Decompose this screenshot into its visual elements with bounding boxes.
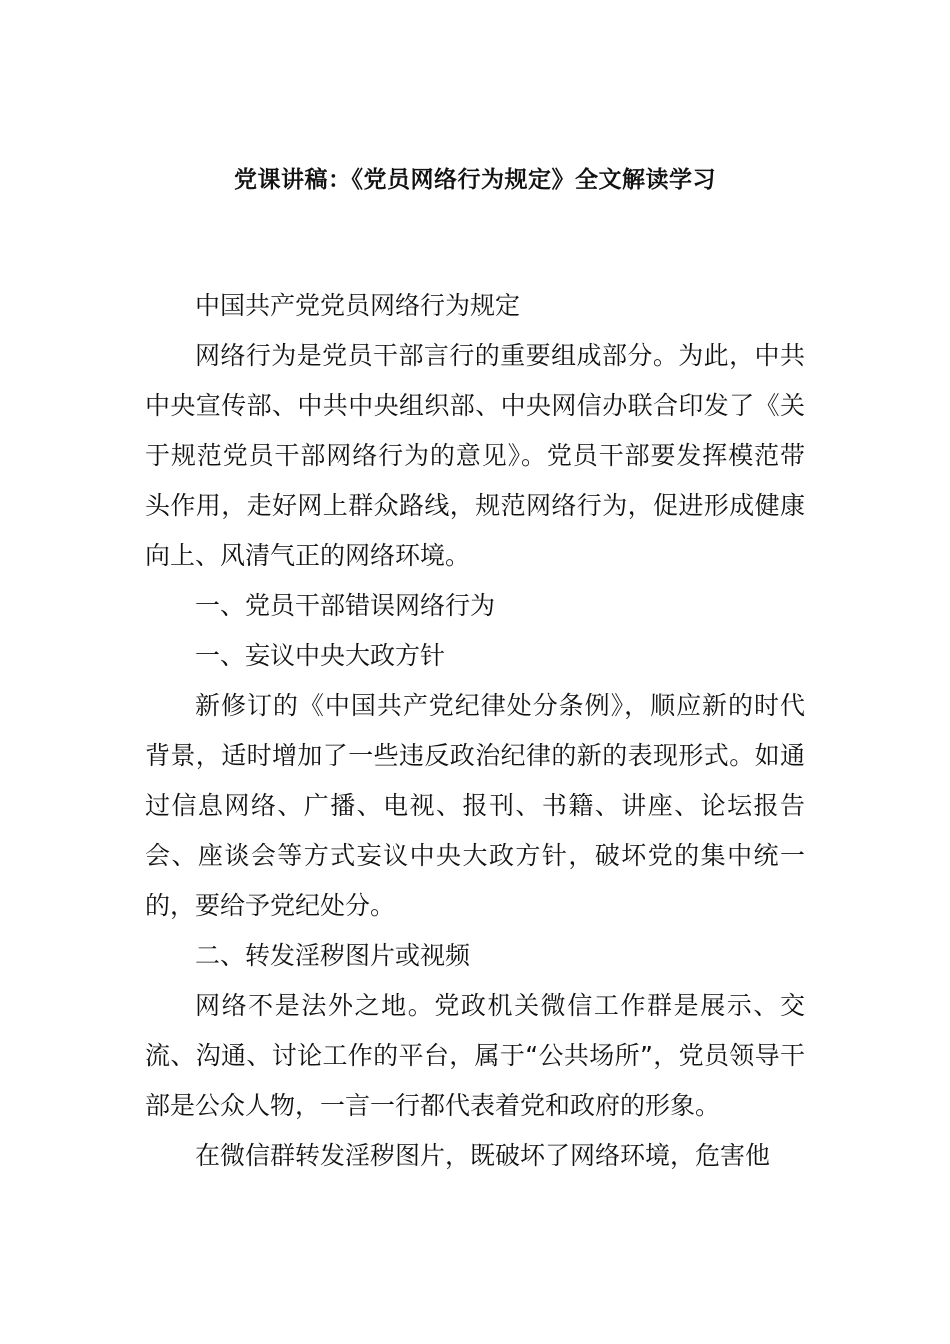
paragraph-network: 网络不是法外之地。党政机关微信工作群是展示、交流、沟通、讨论工作的平台，属于“公共场所”，党员领导干部是公众人物，一言一行都代表着党和政府的形象。: [145, 991, 805, 1120]
document-body: [145, 281, 805, 1181]
paragraph-subtitle: 中国共产党党员网络行为规定: [195, 291, 521, 320]
subsection-heading-2: 二、转发淫秽图片或视频: [195, 941, 471, 970]
section-heading: 一、党员干部错误网络行为: [195, 591, 496, 620]
paragraph-discipline: 新修订的《中国共产党纪律处分条例》，顺应新的时代背景，适时增加了一些违反政治纪律的新的表现形式。如通过信息网络、广播、电视、报刊、书籍、讲座、论坛报告会、座谈会等方式妄议中央大政方针，破坏党的集中统一的，要给予党纪处分。: [145, 691, 805, 920]
subsection-heading-1: 一、妄议中央大政方针: [195, 641, 446, 670]
document-title: 党课讲稿：《党员网络行为规定》全文解读学习: [234, 167, 716, 193]
paragraph-wechat: 在微信群转发淫秽图片，既破坏了网络环境，危害他: [195, 1141, 771, 1170]
paragraph-intro: 网络行为是党员干部言行的重要组成部分。为此，中共中央宣传部、中共中央组织部、中央网信办联合印发了《关于规范党员干部网络行为的意见》。党员干部要发挥模范带头作用，走好网上群众路线，规范网络行为，促进形成健康向上、风清气正的网络环境。: [145, 341, 805, 570]
